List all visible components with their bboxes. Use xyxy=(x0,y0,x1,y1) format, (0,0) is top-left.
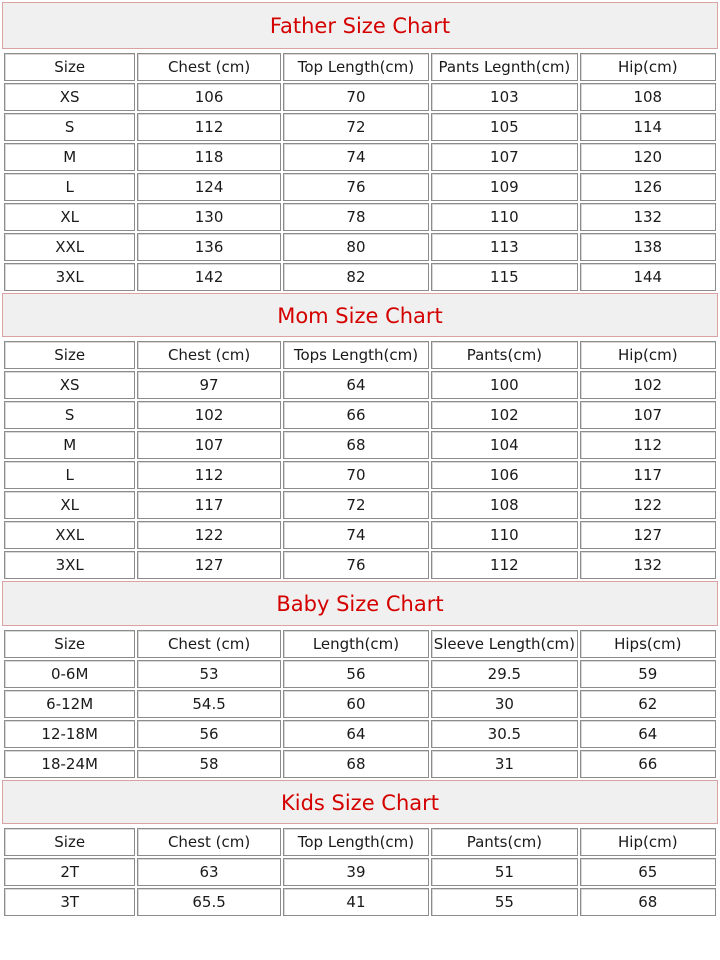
table-cell: 41 xyxy=(283,888,429,916)
table-cell: 80 xyxy=(283,233,429,261)
table-cell: 112 xyxy=(580,431,716,459)
table-row xyxy=(4,401,716,429)
table-cell: 82 xyxy=(283,263,429,291)
table-cell: XS xyxy=(4,83,135,111)
table-cell: 107 xyxy=(580,401,716,429)
table-cell: 64 xyxy=(283,720,429,748)
table-cell: 117 xyxy=(137,491,280,519)
table-cell: 74 xyxy=(283,143,429,171)
table-row xyxy=(4,491,716,519)
table-cell: 144 xyxy=(580,263,716,291)
table-cell: 12-18M xyxy=(4,720,135,748)
table-cell: 51 xyxy=(431,858,577,886)
father-size-chart-title: Father Size Chart xyxy=(2,2,718,49)
table-row xyxy=(4,720,716,748)
table-cell: 138 xyxy=(580,233,716,261)
table-header-row xyxy=(4,828,716,856)
table-cell: 72 xyxy=(283,491,429,519)
table-cell: 120 xyxy=(580,143,716,171)
table-row xyxy=(4,173,716,201)
father-size-table xyxy=(2,51,718,293)
table-cell: 108 xyxy=(431,491,577,519)
table-cell: 56 xyxy=(137,720,280,748)
table-cell: 110 xyxy=(431,203,577,231)
table-header-row xyxy=(4,341,716,369)
table-row xyxy=(4,113,716,141)
table-row xyxy=(4,83,716,111)
table-cell: 55 xyxy=(431,888,577,916)
table-cell: M xyxy=(4,143,135,171)
table-row xyxy=(4,858,716,886)
table-cell: 122 xyxy=(580,491,716,519)
table-cell: XL xyxy=(4,203,135,231)
table-row xyxy=(4,521,716,549)
table-cell: 107 xyxy=(431,143,577,171)
table-cell: 39 xyxy=(283,858,429,886)
table-row xyxy=(4,888,716,916)
table-cell: 112 xyxy=(137,461,280,489)
table-cell: 68 xyxy=(283,431,429,459)
table-cell: 72 xyxy=(283,113,429,141)
table-cell: XL xyxy=(4,491,135,519)
header-cell: Pants Legnth(cm) xyxy=(431,53,577,81)
header-cell: Hip(cm) xyxy=(580,341,716,369)
table-cell: 0-6M xyxy=(4,660,135,688)
table-cell: 76 xyxy=(283,173,429,201)
table-cell: 70 xyxy=(283,83,429,111)
table-cell: XXL xyxy=(4,521,135,549)
table-cell: 100 xyxy=(431,371,577,399)
table-cell: 112 xyxy=(431,551,577,579)
header-cell: Pants(cm) xyxy=(431,341,577,369)
table-cell: 104 xyxy=(431,431,577,459)
table-cell: 30 xyxy=(431,690,577,718)
table-cell: L xyxy=(4,173,135,201)
header-cell: Sleeve Length(cm) xyxy=(431,630,577,658)
table-cell: 58 xyxy=(137,750,280,778)
table-row xyxy=(4,660,716,688)
table-cell: 64 xyxy=(580,720,716,748)
table-cell: 106 xyxy=(137,83,280,111)
header-cell: Chest (cm) xyxy=(137,341,280,369)
table-cell: S xyxy=(4,401,135,429)
table-cell: 30.5 xyxy=(431,720,577,748)
table-cell: 31 xyxy=(431,750,577,778)
header-cell: Chest (cm) xyxy=(137,828,280,856)
table-cell: 3XL xyxy=(4,551,135,579)
table-cell: 126 xyxy=(580,173,716,201)
table-header-row xyxy=(4,630,716,658)
table-row xyxy=(4,203,716,231)
table-cell: 102 xyxy=(137,401,280,429)
header-cell: Size xyxy=(4,630,135,658)
table-row xyxy=(4,143,716,171)
header-cell: Hips(cm) xyxy=(580,630,716,658)
header-cell: Chest (cm) xyxy=(137,53,280,81)
table-cell: 114 xyxy=(580,113,716,141)
table-row xyxy=(4,233,716,261)
table-cell: 102 xyxy=(431,401,577,429)
table-cell: 118 xyxy=(137,143,280,171)
table-cell: 105 xyxy=(431,113,577,141)
table-cell: 59 xyxy=(580,660,716,688)
table-cell: 53 xyxy=(137,660,280,688)
table-cell: 127 xyxy=(580,521,716,549)
table-row xyxy=(4,371,716,399)
table-cell: 64 xyxy=(283,371,429,399)
kids-size-chart-title: Kids Size Chart xyxy=(2,780,718,824)
table-cell: 74 xyxy=(283,521,429,549)
table-cell: 132 xyxy=(580,203,716,231)
table-cell: M xyxy=(4,431,135,459)
table-row xyxy=(4,551,716,579)
header-cell: Size xyxy=(4,53,135,81)
table-cell: 63 xyxy=(137,858,280,886)
mom-size-chart-title: Mom Size Chart xyxy=(2,293,718,337)
table-cell: 108 xyxy=(580,83,716,111)
table-cell: 124 xyxy=(137,173,280,201)
table-row xyxy=(4,690,716,718)
table-cell: 113 xyxy=(431,233,577,261)
table-cell: 127 xyxy=(137,551,280,579)
table-cell: 6-12M xyxy=(4,690,135,718)
table-cell: 117 xyxy=(580,461,716,489)
table-cell: 66 xyxy=(283,401,429,429)
baby-size-table xyxy=(2,628,718,780)
table-cell: XXL xyxy=(4,233,135,261)
table-row xyxy=(4,461,716,489)
baby-size-chart-title: Baby Size Chart xyxy=(2,581,718,626)
table-cell: 136 xyxy=(137,233,280,261)
table-cell: 70 xyxy=(283,461,429,489)
table-cell: XS xyxy=(4,371,135,399)
table-cell: 60 xyxy=(283,690,429,718)
table-cell: 107 xyxy=(137,431,280,459)
table-cell: 56 xyxy=(283,660,429,688)
table-cell: 3T xyxy=(4,888,135,916)
table-cell: 68 xyxy=(283,750,429,778)
table-cell: 97 xyxy=(137,371,280,399)
table-cell: S xyxy=(4,113,135,141)
table-cell: 65 xyxy=(580,858,716,886)
table-row xyxy=(4,263,716,291)
header-cell: Top Length(cm) xyxy=(283,53,429,81)
header-cell: Size xyxy=(4,828,135,856)
header-cell: Size xyxy=(4,341,135,369)
kids-size-table xyxy=(2,826,718,918)
header-cell: Hip(cm) xyxy=(580,828,716,856)
table-header-row xyxy=(4,53,716,81)
header-cell: Length(cm) xyxy=(283,630,429,658)
table-cell: 132 xyxy=(580,551,716,579)
table-cell: 110 xyxy=(431,521,577,549)
header-cell: Chest (cm) xyxy=(137,630,280,658)
header-cell: Tops Length(cm) xyxy=(283,341,429,369)
table-cell: 76 xyxy=(283,551,429,579)
table-cell: 122 xyxy=(137,521,280,549)
header-cell: Pants(cm) xyxy=(431,828,577,856)
table-cell: 142 xyxy=(137,263,280,291)
table-row xyxy=(4,750,716,778)
table-cell: 66 xyxy=(580,750,716,778)
table-cell: 18-24M xyxy=(4,750,135,778)
table-cell: L xyxy=(4,461,135,489)
table-cell: 54.5 xyxy=(137,690,280,718)
table-cell: 78 xyxy=(283,203,429,231)
table-cell: 2T xyxy=(4,858,135,886)
mom-size-table xyxy=(2,339,718,581)
table-cell: 3XL xyxy=(4,263,135,291)
table-cell: 29.5 xyxy=(431,660,577,688)
header-cell: Hip(cm) xyxy=(580,53,716,81)
table-cell: 68 xyxy=(580,888,716,916)
header-cell: Top Length(cm) xyxy=(283,828,429,856)
table-cell: 65.5 xyxy=(137,888,280,916)
size-chart-sheet xyxy=(2,2,718,918)
table-cell: 102 xyxy=(580,371,716,399)
table-cell: 109 xyxy=(431,173,577,201)
table-cell: 106 xyxy=(431,461,577,489)
table-cell: 130 xyxy=(137,203,280,231)
table-cell: 62 xyxy=(580,690,716,718)
table-cell: 115 xyxy=(431,263,577,291)
table-cell: 112 xyxy=(137,113,280,141)
table-cell: 103 xyxy=(431,83,577,111)
table-row xyxy=(4,431,716,459)
